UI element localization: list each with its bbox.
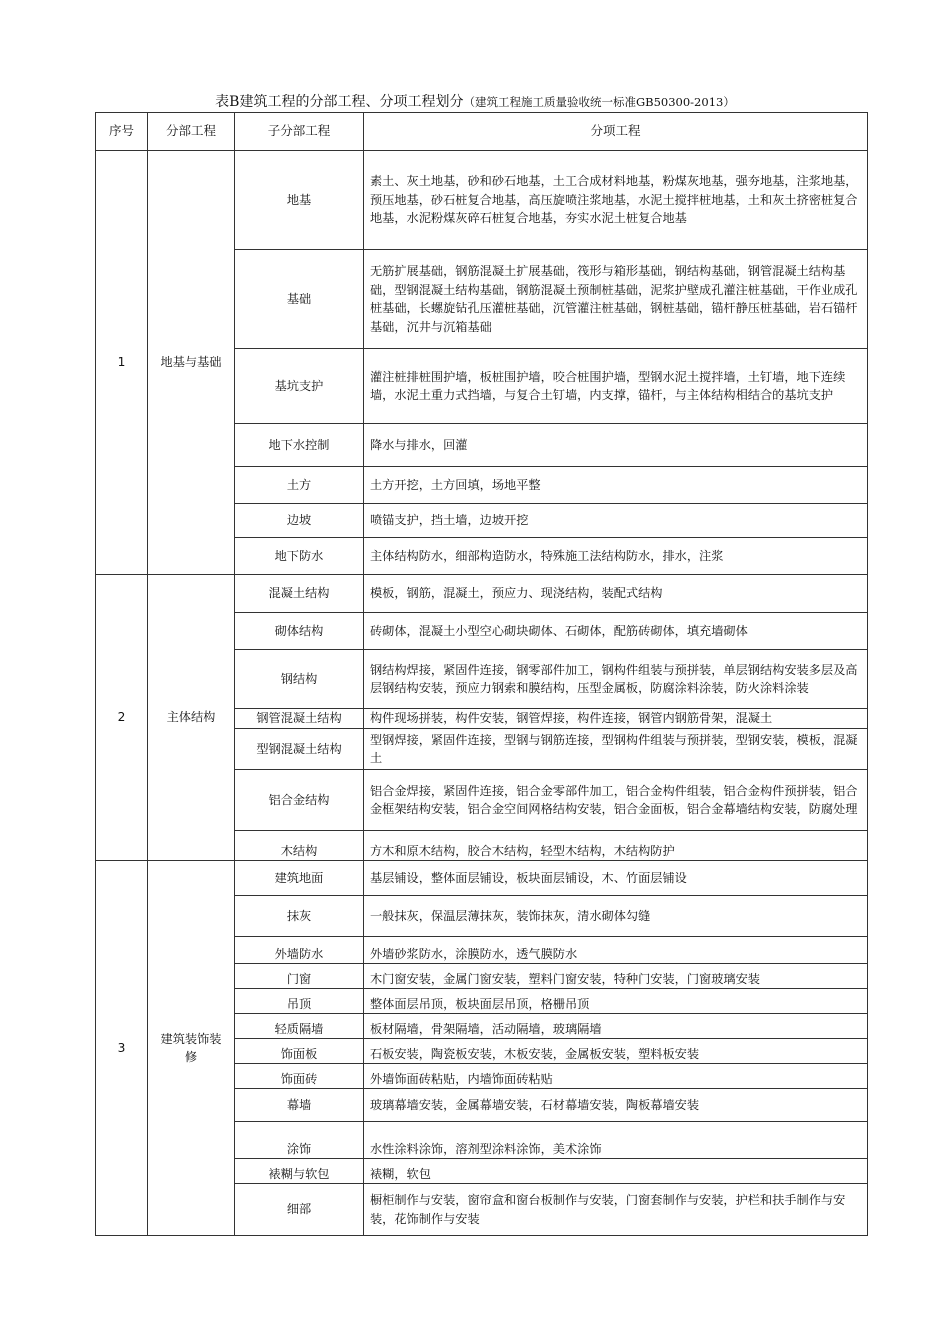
item-list: 灌注桩排桩围护墙，板桩围护墙，咬合桩围护墙，型钢水泥土搅拌墙，土钉墙，地下连续墙，水泥土重力式挡墙，与复合土钉墙，内支撑，锚杆，与主体结构相结合的基坑支护 xyxy=(364,349,868,424)
item-list: 整体面层吊顶，板块面层吊顶，格栅吊顶 xyxy=(364,989,868,1014)
division-name: 主体结构 xyxy=(148,575,235,861)
subdivision-name: 轻质隔墙 xyxy=(235,1014,364,1039)
group-number: 2 xyxy=(96,575,148,861)
item-list: 无筋扩展基础，钢筋混凝土扩展基础，筏形与箱形基础，钢结构基础，钢管混凝土结构基础，型钢混凝土结构基础，钢筋混凝土预制桩基础，泥浆护壁成孔灌注桩基础，干作业成孔桩基础，长螺旋钻孔压灌桩基础，沉管灌注桩基础，钢桩基础，锚杆静压桩基础，岩石锚杆基础，沉井与沉箱基础 xyxy=(364,250,868,349)
division-table xyxy=(95,112,868,1236)
item-list: 裱糊，软包 xyxy=(364,1159,868,1184)
subdivision-name: 建筑地面 xyxy=(235,861,364,896)
subdivision-name: 地基 xyxy=(235,151,364,250)
subdivision-name: 砌体结构 xyxy=(235,613,364,650)
item-list: 方木和原木结构，胶合木结构，轻型木结构，木结构防护 xyxy=(364,831,868,861)
subdivision-name: 边坡 xyxy=(235,504,364,538)
subdivision-name: 涂饰 xyxy=(235,1122,364,1159)
subdivision-name: 地下水控制 xyxy=(235,424,364,467)
header-division: 分部工程 xyxy=(148,113,235,151)
item-list: 钢结构焊接，紧固件连接，钢零部件加工，钢构件组装与预拼装，单层钢结构安装多层及高层钢结构安装，预应力钢索和膜结构，压型金属板，防腐涂料涂装，防火涂料涂装 xyxy=(364,650,868,709)
subdivision-name: 地下防水 xyxy=(235,538,364,575)
item-list: 降水与排水，回灌 xyxy=(364,424,868,467)
item-list: 土方开挖，土方回填，场地平整 xyxy=(364,467,868,504)
subdivision-name: 门窗 xyxy=(235,964,364,989)
item-list: 喷锚支护，挡土墙，边坡开挖 xyxy=(364,504,868,538)
item-list: 水性涂料涂饰，溶剂型涂料涂饰，美术涂饰 xyxy=(364,1122,868,1159)
subdivision-name: 型钢混凝土结构 xyxy=(235,729,364,770)
subdivision-name: 基础 xyxy=(235,250,364,349)
item-list: 木门窗安装，金属门窗安装，塑料门窗安装，特种门安装，门窗玻璃安装 xyxy=(364,964,868,989)
subdivision-name: 细部 xyxy=(235,1184,364,1236)
item-list: 一般抹灰，保温层薄抹灰，装饰抹灰，清水砌体勾缝 xyxy=(364,896,868,937)
subdivision-name: 基坑支护 xyxy=(235,349,364,424)
item-list: 外墙饰面砖粘贴，内墙饰面砖粘贴 xyxy=(364,1064,868,1089)
header-row xyxy=(96,113,868,151)
header-no: 序号 xyxy=(96,113,148,151)
subdivision-name: 铝合金结构 xyxy=(235,770,364,831)
subdivision-name: 饰面板 xyxy=(235,1039,364,1064)
subdivision-name: 土方 xyxy=(235,467,364,504)
header-subdivision: 子分部工程 xyxy=(235,113,364,151)
table-row xyxy=(96,861,868,896)
item-list: 素土、灰土地基，砂和砂石地基，土工合成材料地基，粉煤灰地基，强夯地基，注浆地基，预压地基，砂石桩复合地基，高压旋喷注浆地基，水泥土搅拌桩地基，土和灰土挤密桩复合地基，水泥粉煤灰碎石桩复合地基，夯实水泥土桩复合地基 xyxy=(364,151,868,250)
subdivision-name: 吊顶 xyxy=(235,989,364,1014)
subdivision-name: 外墙防水 xyxy=(235,937,364,964)
group-number: 1 xyxy=(96,151,148,575)
item-list: 主体结构防水，细部构造防水，特殊施工法结构防水，排水，注浆 xyxy=(364,538,868,575)
subdivision-name: 幕墙 xyxy=(235,1089,364,1122)
title-main: 表B建筑工程的分部工程、分项工程划分 xyxy=(215,94,464,110)
table-row xyxy=(96,575,868,613)
item-list: 外墙砂浆防水，涂膜防水，透气膜防水 xyxy=(364,937,868,964)
subdivision-name: 钢管混凝土结构 xyxy=(235,709,364,729)
header-items: 分项工程 xyxy=(364,113,868,151)
item-list: 橱柜制作与安装，窗帘盒和窗台板制作与安装，门窗套制作与安装，护栏和扶手制作与安装，花饰制作与安装 xyxy=(364,1184,868,1236)
item-list: 构件现场拼装，构件安装，钢管焊接，构件连接，钢管内钢筋骨架，混凝土 xyxy=(364,709,868,729)
subdivision-name: 饰面砖 xyxy=(235,1064,364,1089)
item-list: 玻璃幕墙安装，金属幕墙安装，石材幕墙安装，陶板幕墙安装 xyxy=(364,1089,868,1122)
item-list: 石板安装，陶瓷板安装，木板安装，金属板安装，塑料板安装 xyxy=(364,1039,868,1064)
table-row xyxy=(96,151,868,250)
subdivision-name: 钢结构 xyxy=(235,650,364,709)
item-list: 铝合金焊接，紧固件连接，铝合金零部件加工，铝合金构件组装，铝合金构件预拼装，铝合金框架结构安装，铝合金空间网格结构安装，铝合金面板，铝合金幕墙结构安装，防腐处理 xyxy=(364,770,868,831)
division-name: 地基与基础 xyxy=(148,151,235,575)
item-list: 型钢焊接，紧固件连接，型钢与钢筋连接，型钢构件组装与预拼装，型钢安装，模板，混凝土 xyxy=(364,729,868,770)
subdivision-name: 裱糊与软包 xyxy=(235,1159,364,1184)
item-list: 板材隔墙，骨架隔墙，活动隔墙，玻璃隔墙 xyxy=(364,1014,868,1039)
table-title xyxy=(0,91,950,111)
subdivision-name: 抹灰 xyxy=(235,896,364,937)
item-list: 基层铺设，整体面层铺设，板块面层铺设，木、竹面层铺设 xyxy=(364,861,868,896)
group-number: 3 xyxy=(96,861,148,1236)
item-list: 模板，钢筋，混凝土，预应力、现浇结构，装配式结构 xyxy=(364,575,868,613)
item-list: 砖砌体，混凝土小型空心砌块砌体、石砌体，配筋砖砌体，填充墙砌体 xyxy=(364,613,868,650)
title-subtitle: （建筑工程施工质量验收统一标准GB50300-2013） xyxy=(463,95,735,109)
subdivision-name: 混凝土结构 xyxy=(235,575,364,613)
subdivision-name: 木结构 xyxy=(235,831,364,861)
division-name: 建筑装饰装修 xyxy=(148,861,235,1236)
